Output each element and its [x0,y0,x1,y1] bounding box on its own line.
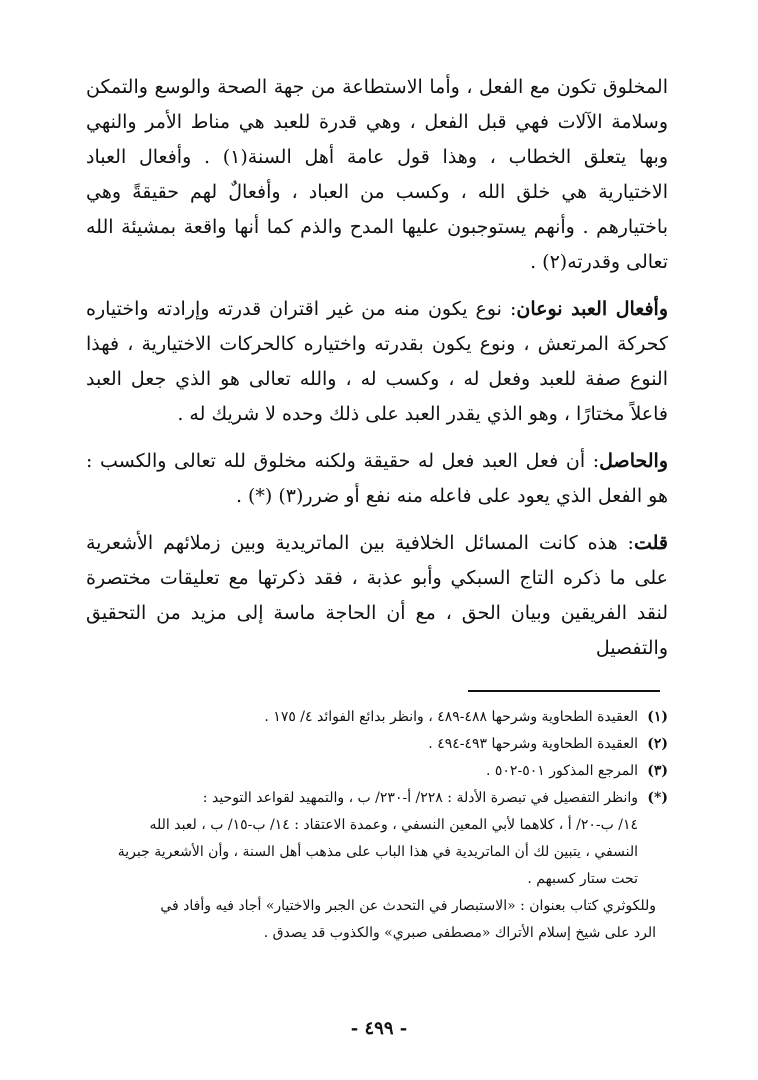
footnote-line: الرد على شيخ إسلام الأتراك «مصطفى صبري» والكذوب قد يصدق . [263,925,656,941]
paragraph-4-text: : هذه كانت المسائل الخلافية بين الماتريدية وبين زملائهم الأشعرية على ما ذكره التاج السبكي وأبو عذبة ، فقد ذكرتها مع تعليقات مختصرة لنقد الفريقين وبيان الحق ، مع أن الحاجة ماسة إلى مزيد من التحقيق والتفصيل [86,532,668,659]
footnote-body [92,731,638,758]
footnote-3 [92,758,668,785]
footnote-marker: (٣) [647,763,668,779]
paragraph-2 [86,292,668,432]
footnote-line: العقيدة الطحاوية وشرحها ٤٨٨-٤٨٩ ، وانظر بدائع الفوائد ٤/ ١٧٥ . [264,709,638,725]
footnote-divider [468,690,660,692]
footnote-continuation [92,893,668,947]
paragraph-2-text: : نوع يكون منه من غير اقتران قدرته وإرادته واختياره كحركة المرتعش ، ونوع يكون بقدرته واختياره كالحركات الاختيارية ، فهذا النوع صفة للعبد وفعل له ، وكسب له ، والله تعالى هو الذي جعل العبد فاعلاً مختارًا ، وهو الذي يقدر العبد على ذلك وحده لا شريك له . [86,298,668,425]
footnote-2 [92,731,668,758]
paragraph-2-heading: وأفعال العبد نوعان [516,298,668,320]
paragraph-3-text: : أن فعل العبد فعل له حقيقة ولكنه مخلوق لله تعالى والكسب : هو الفعل الذي يعود على فاعله منه نفع أو ضرر(٣) (*) . [86,450,668,507]
footnote-line: ١٤/ ب-٢٠/ أ ، كلاهما لأبي المعين النسفي ، وعمدة الاعتقاد : ١٤/ ب-١٥/ ب ، لعبد الله [149,817,638,833]
paragraph-4-heading: قلت [633,532,668,554]
footnote-body [92,704,638,731]
footnote-line: وانظر التفصيل في تبصرة الأدلة : ٢٢٨/ أ-٢٣٠/ ب ، والتمهيد لقواعد التوحيد : [202,790,638,806]
footnotes [92,704,668,947]
footnote-body [92,785,638,893]
paragraph-1 [86,70,668,280]
footnote-line: وللكوثري كتاب بعنوان : «الاستبصار في التحدث عن الجبر والاختيار» أجاد فيه وأفاد في [160,898,656,914]
paragraph-4 [86,526,668,666]
paragraph-1-text: المخلوق تكون مع الفعل ، وأما الاستطاعة من جهة الصحة والوسع والتمكن وسلامة الآلات فهي قبل الفعل ، وهي قدرة للعبد هي مناط الأمر والنهي وبها يتعلق الخطاب ، وهذا قول عامة أهل السنة(١) . وأفعال العباد الاختيارية هي خلق الله ، وكسب من العباد ، وأفعالٌ لهم حقيقةً وهي باختيارهم . وأنهم يستوجبون عليها المدح والذم كما أنها واقعة بمشيئة الله تعالى وقدرته(٢) . [86,76,668,273]
footnote-marker: (٢) [647,736,668,752]
footnote-line: تحت ستار كسبهم . [527,871,638,887]
footnote-line: العقيدة الطحاوية وشرحها ٤٩٣-٤٩٤ . [428,736,638,752]
footnote-1 [92,704,668,731]
paragraph-3-heading: والحاصل [599,450,668,472]
footnote-marker: (١) [647,709,668,725]
footnote-marker: (*) [647,790,668,806]
main-text [86,70,668,678]
page-number: - ٤٩٩ - [350,1018,408,1039]
paragraph-3 [86,444,668,514]
footnote-line: المرجع المذكور ٥٠١-٥٠٢ . [485,763,638,779]
footnote-star [92,785,668,893]
footnote-line: النسفي ، يتبين لك أن الماتريدية في هذا الباب على مذهب أهل السنة ، وأن الأشعرية جبرية [117,844,638,860]
footnote-body [92,758,638,785]
